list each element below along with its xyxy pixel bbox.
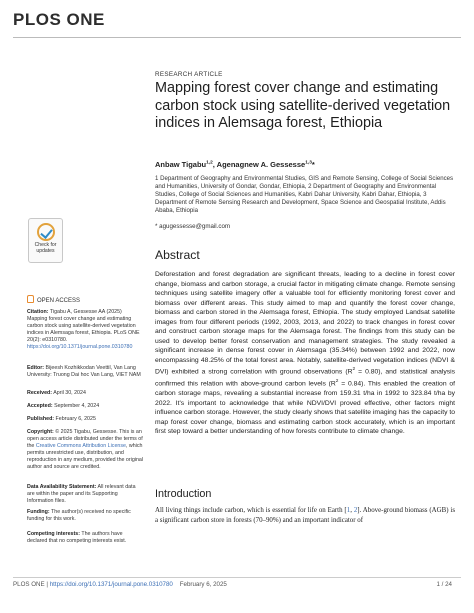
abstract-text: Deforestation and forest degradation are significant threats, leading to a decline in forest cover change, biomass and carbon storage, a crucial factor in mitigating climate change. Remote sensing techniques using satellite imagery offer a valuable tool for efficiently monitoring forest cover and biomass over different areas. This study aimed to map and quantify the forest cover change, biomass and carbon stored in the Alemsaga forest, Ethiopia. The study employed Landsat satellite images from four different periods (1992, 2003, 2013, and 2022) to track changes in forest cover and construct carbon storage maps for the Alemsaga forest. The findings from this study can be used to develop better forest conservation and management strategies. The study revealed a significant increase in dense forest cover in Alemsaga (35.34%) between 1992 and 2022, now encompassing 48.25% of the total forest area. Notably, satellite-derived vegetation indices (NDVI & DVI) exhibited a strong correlation with ground observations $(R^2 = 0.80)$, and statistical analysis confirmed this relation with above-ground carbon levels $(R^2 = 0.84)$. This enabled the creation of carbon storage maps, revealing a substantial increase from 159.31 t/ha in 1992 to 323.84 t/ha by 2022. It's important to acknowledge that while NDVI/DVI proved effective, other factors might influence carbon storage. However, the study clearly shows that satellite imaging has the capacity to map forest cover change, biomass and estimating carbon stock accurately, which is an important first step toward a better understanding of how forests contribute to climate change. (155, 271, 455, 436)
author-separator: , Agenagnew A. Gessesse (212, 160, 306, 169)
author-2-affil: 1,3 (305, 160, 312, 166)
editor-block: Editor: Bijeesh Kozhikkodan Veettil, Van Lang University: Truong Dai hoc Van Lang, VIET NAM (27, 365, 141, 379)
author-1[interactable]: Anbaw Tigabu (155, 160, 207, 169)
funding-block: Funding: The author(s) received no specific funding for this work. (27, 509, 131, 523)
copyright-block: Copyright: © 2025 Tigabu, Gessesse. This is an open access article distributed under the terms of the Creative Commons Attribution License, which permits unrestricted use, distribution, and reproduction in any medium, provided the original author and source are credited. (27, 429, 144, 471)
published-date: Published: February 6, 2025 (27, 416, 96, 422)
page-number: 1 / 24 (436, 581, 452, 588)
footer-date: February 6, 2025 (179, 581, 227, 588)
author-1-affil: 1,2 (206, 160, 213, 166)
open-access-label: OPEN ACCESS (27, 295, 80, 304)
competing-interests-block: Competing interests: The authors have declared that no competing interests exist. (27, 531, 127, 545)
check-updates-icon (37, 223, 55, 241)
open-lock-icon (27, 295, 34, 303)
reference-link-2[interactable]: 2 (353, 507, 358, 514)
citation-doi-link[interactable]: https://doi.org/10.1371/journal.pone.0310780 (27, 344, 133, 351)
accepted-date: Accepted: September 4, 2024 (27, 403, 100, 409)
header-rule (13, 37, 461, 38)
received-date: Received: April 30, 2024 (27, 390, 86, 396)
introduction-heading: Introduction (155, 488, 212, 500)
badge-label: Check for updates (34, 242, 57, 254)
article-type: RESEARCH ARTICLE (155, 71, 223, 78)
introduction-text: All living things include carbon, which is essential for life on Earth [1, 2]. Above-ground biomass (AGB) is a significant carbon store in forests (70–90%) and an important indicator of (155, 507, 455, 524)
corresponding-mark: * (311, 160, 315, 169)
footer-rule (13, 577, 461, 578)
abstract-heading: Abstract (155, 248, 200, 262)
journal-logo[interactable]: PLOS ONE (13, 10, 105, 29)
footer-journal: PLOS ONE (13, 581, 45, 588)
check-for-updates-badge[interactable] (28, 218, 63, 263)
data-availability-block: Data Availability Statement: All relevant data are within the paper and its Supporting Information files. (27, 484, 136, 505)
article-title: Mapping forest cover change and estimating carbon stock using satellite-derived vegetation indices in Alemsaga forest, Ethiopia (155, 80, 451, 132)
author-list (155, 160, 455, 169)
reference-link-1[interactable]: 1 (346, 507, 351, 514)
citation-block: Citation: Tigabu A, Gessesse AA (2025) Mapping forest cover change and estimating carbon stock using satellite-derived vegetation indices in Alemsaga forest, Ethiopia. PLoS ONE 20(2): e0310780. https://doi.org/10.1371/journal.pone.0310780 (27, 309, 140, 351)
corresponding-email[interactable]: * agugessesse@gmail.com (155, 223, 231, 230)
affiliations: 1 Department of Geography and Environmental Studies, GIS and Remote Sensing, College of Social Sciences and Humanities, University of Gondar, Gondar, Ethiopia, 2 Department of Geography and Environmental Studies, College of Social Sciences and Humanities, Kabri Dahar University, Kabri Dahar, Ethiopia, 3 Department of Remote Sensing Research and Development, Space Science and Geospatial Institute, Addis Ababa, Ethiopia (155, 175, 454, 214)
page-footer: PLOS ONE | https://doi.org/10.1371/journal.pone.0310780 February 6, 2025 (13, 581, 227, 588)
license-link[interactable]: Creative Commons Attribution License (35, 443, 126, 450)
footer-doi-link[interactable]: https://doi.org/10.1371/journal.pone.0310780 (49, 581, 173, 588)
